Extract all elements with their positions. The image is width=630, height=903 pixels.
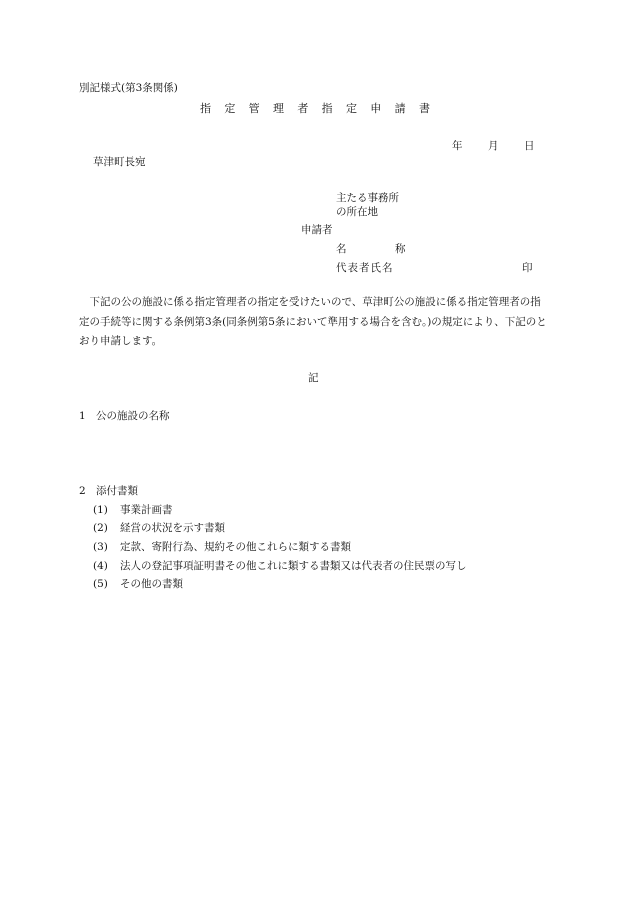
attachment-num: (4) [93,560,108,572]
attachment-num: (1) [93,504,108,516]
title-char: 申 [370,102,382,115]
date-month: 月 [488,140,499,152]
section1-label: 公の施設の名称 [96,410,170,422]
attachment-num: (3) [93,541,108,553]
representative-label: 代表者氏名 [336,262,394,274]
title-char: 指 [200,102,211,115]
name-row [336,241,406,255]
date-line [452,138,535,152]
office-label-line1: 主たる事務所 [336,192,399,204]
section2-number: 2 [79,485,86,497]
date-day: 日 [524,140,535,152]
attachment-text: 定款、寄附行為、規約その他これらに類する書類 [120,541,351,553]
attachment-text: 事業計画書 [120,504,173,516]
title-char: 定 [224,102,236,115]
attachment-text: その他の書類 [120,578,183,590]
title-char: 理 [272,102,284,115]
addressee: 草津町長宛 [93,156,146,168]
name-char2: 称 [395,243,406,255]
section1-number: 1 [79,410,86,422]
title-char: 指 [321,102,333,115]
title-char: 請 [394,102,406,115]
title-char: 書 [418,102,430,115]
ki-heading: 記 [308,372,319,384]
applicant-label: 申請者 [301,224,333,236]
attachment-text: 法人の登記事項証明書その他これに類する書類又は代表者の住民票の写し [120,560,467,572]
document-title [200,100,430,116]
attachment-num: (2) [93,522,108,534]
date-year: 年 [452,140,463,152]
section2-label: 添付書類 [96,485,138,497]
title-char: 管 [248,102,260,115]
body-paragraph: 下記の公の施設に係る指定管理者の指定を受けたいので、草津町公の施設に係る指定管理者の指定の手続等に関する条例第3条(同条例第5条において準用する場合を含む。)の規定により、下記のとおり申請します。 [79,296,547,347]
attachment-num: (5) [93,578,108,590]
seal-mark: 印 [522,262,533,274]
title-char: 者 [297,102,309,115]
form-label: 別記様式(第3条関係) [79,82,178,94]
title-char: 定 [345,102,357,115]
name-char1: 名 [336,243,347,255]
attachment-text: 経営の状況を示す書類 [120,522,225,534]
office-label-line2: の所在地 [336,206,378,218]
